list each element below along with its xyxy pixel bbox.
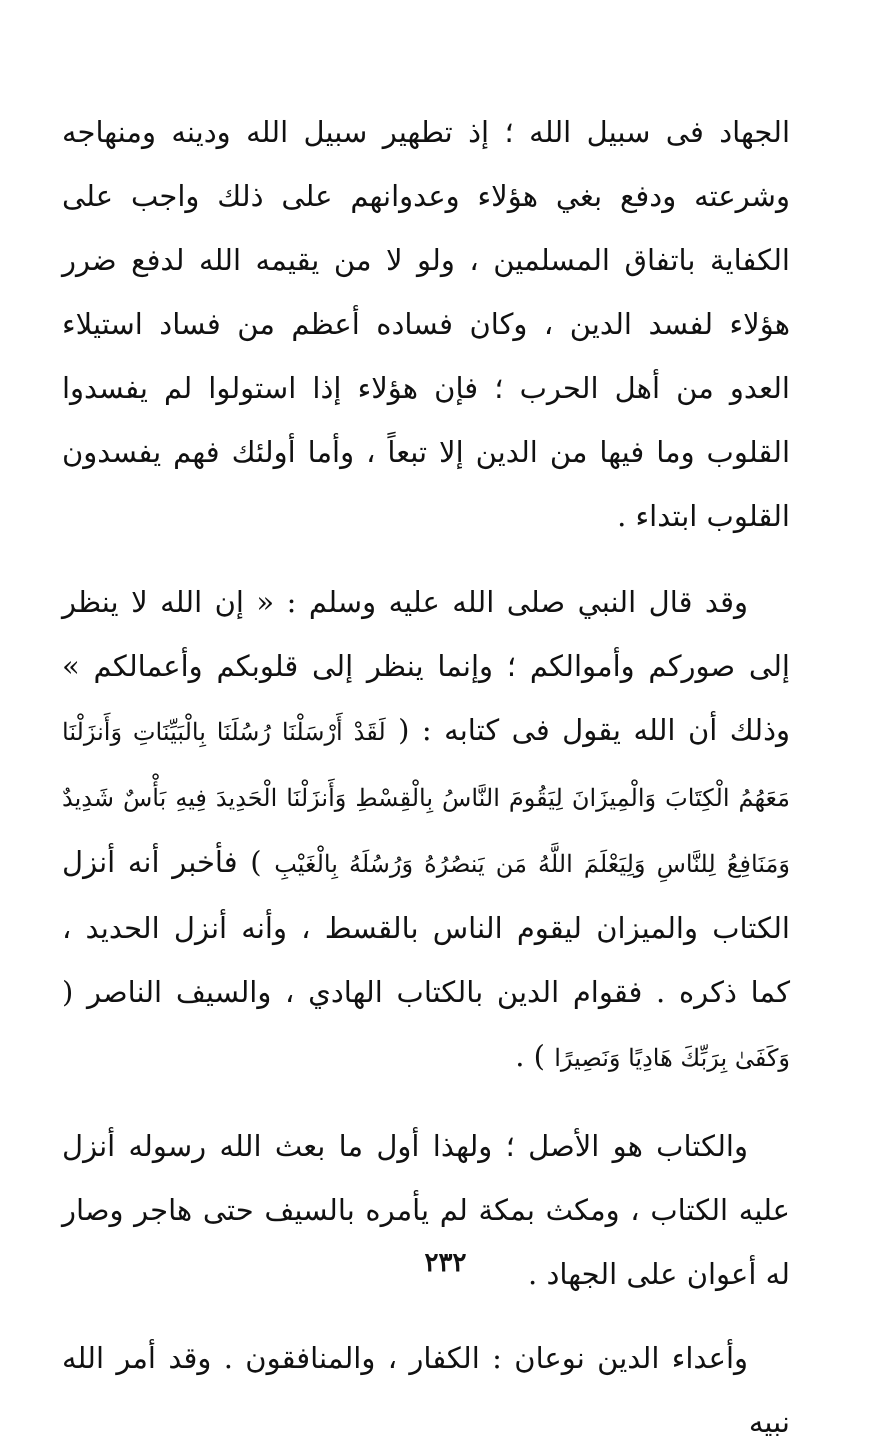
page-number: ٢٣٢ [424, 1248, 467, 1278]
quran-verse-furqan: وَكَفَىٰ بِرَبِّكَ هَادِيًا وَنَصِيرًا [554, 1044, 790, 1072]
paragraph-hadith [62, 570, 790, 1090]
paragraph-book-origin: والكتاب هو الأصل ؛ ولهذا أول ما بعث الله رسوله أنزل عليه الكتاب ، ومكث بمكة لم يأمره بالسيف حتى هاجر وصار له أعوان على الجهاد . [62, 1129, 790, 1291]
hadith-text: وقد قال النبي صلى الله عليه وسلم : « إن الله لا ينظر إلى صوركم وأموالكم ؛ وإنما ينظر إلى قلوبكم وأعمالكم » وذلك أن الله يقول فى كتابه : ( [62, 585, 790, 747]
paragraph-jihad: الجهاد فى سبيل الله ؛ إذ تطهير سبيل الله ودينه ومنهاجه وشرعته ودفع بغي هؤلاء وعدوانهم على ذلك واجب على الكفاية باتفاق المسلمين ، ولو لا من يقيمه الله لدفع ضرر هؤلاء لفسد الدين ، وكان فساده أعظم من فساد استيلاء العدو من أهل الحرب ؛ فإن هؤلاء إذا استولوا لم يفسدوا القلوب وما فيها من الدين إلا تبعاً ، وأما أولئك فهم يفسدون القلوب ابتداء . [62, 115, 790, 533]
paragraph-enemies: وأعداء الدين نوعان : الكفار ، والمنافقون . وقد أمر الله نبيه [62, 1341, 790, 1439]
quran-verse-hadid: لَقَدْ أَرْسَلْنَا رُسُلَنَا بِالْبَيِّنَاتِ وَأَنزَلْنَا مَعَهُمُ الْكِتَابَ وَالْمِيزَانَ لِيَقُومَ النَّاسُ بِالْقِسْطِ وَأَنزَلْنَا الْحَدِيدَ فِيهِ بَأْسٌ شَدِيدٌ وَمَنَافِعُ لِلنَّاسِ وَلِيَعْلَمَ اللَّهُ مَن يَنصُرُهُ وَرُسُلَهُ بِالْغَيْبِ [62, 718, 790, 878]
hadith-explanation: ) فأخبر أنه أنزل الكتاب والميزان ليقوم الناس بالقسط ، وأنه أنزل الحديد ، كما ذكره . فقوام الدين بالكتاب الهادي ، والسيف الناصر ( [62, 845, 790, 1009]
paragraph-end: ) . [515, 1039, 546, 1073]
